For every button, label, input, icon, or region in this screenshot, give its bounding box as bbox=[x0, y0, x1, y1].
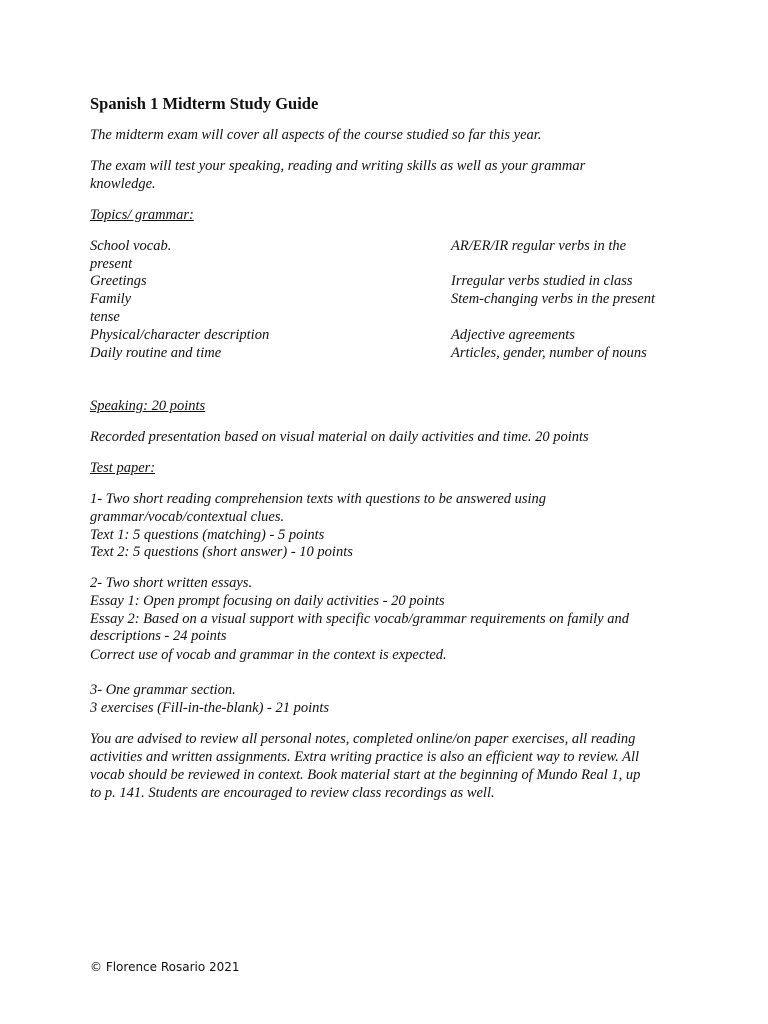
section2-line: Essay 2: Based on a visual support with specific vocab/grammar requirements on family and bbox=[90, 611, 629, 627]
test-paper-heading: Test paper: bbox=[90, 460, 156, 476]
section1-line: grammar/vocab/contextual clues. bbox=[90, 509, 285, 525]
section2-line: Correct use of vocab and grammar in the context is expected. bbox=[90, 647, 447, 663]
topic-right-item: Stem-changing verbs in the present bbox=[451, 291, 656, 307]
intro-line-2a: The exam will test your speaking, reading and writing skills as well as your grammar bbox=[90, 158, 586, 174]
intro-line-1: The midterm exam will cover all aspects of the course studied so far this year. bbox=[90, 127, 542, 143]
advice-line: vocab should be reviewed in context. Book material start at the beginning of Mundo Real 1, up bbox=[90, 767, 641, 783]
topics-heading: Topics/ grammar: bbox=[90, 207, 194, 223]
advice-line: to p. 141. Students are encouraged to review class recordings as well. bbox=[90, 785, 495, 801]
section2-line: descriptions - 24 points bbox=[90, 628, 227, 644]
topic-left-item: School vocab. bbox=[90, 238, 172, 254]
advice-line: You are advised to review all personal notes, completed online/on paper exercises, all reading bbox=[90, 731, 636, 747]
topic-right-item: Articles, gender, number of nouns bbox=[451, 345, 647, 361]
topic-left-item: present bbox=[90, 256, 133, 272]
section1-line: 1- Two short reading comprehension texts with questions to be answered using bbox=[90, 491, 547, 507]
speaking-heading: Speaking: 20 points bbox=[90, 398, 206, 414]
section2-line: 2- Two short written essays. bbox=[90, 575, 253, 591]
topic-right-item: Irregular verbs studied in class bbox=[451, 273, 633, 289]
topic-right-item: Adjective agreements bbox=[451, 327, 575, 343]
speaking-text: Recorded presentation based on visual material on daily activities and time. 20 points bbox=[90, 429, 589, 445]
section3-line: 3 exercises (Fill-in-the-blank) - 21 points bbox=[90, 700, 330, 716]
advice-line: activities and written assignments. Extra writing practice is also an efficient way to review. All bbox=[90, 749, 640, 765]
section2-line: Essay 1: Open prompt focusing on daily activities - 20 points bbox=[90, 593, 445, 609]
topic-left-item: tense bbox=[90, 309, 120, 325]
section3-line: 3- One grammar section. bbox=[90, 682, 236, 698]
copyright-footer: © Florence Rosario 2021 bbox=[90, 960, 240, 974]
topic-right-item: AR/ER/IR regular verbs in the bbox=[451, 238, 627, 254]
topic-left-item: Family bbox=[90, 291, 132, 307]
section1-line: Text 1: 5 questions (matching) - 5 points bbox=[90, 527, 325, 543]
topic-left-item: Daily routine and time bbox=[90, 345, 222, 361]
topic-left-item: Physical/character description bbox=[90, 327, 270, 343]
page-title: Spanish 1 Midterm Study Guide bbox=[90, 94, 319, 113]
section1-line: Text 2: 5 questions (short answer) - 10 points bbox=[90, 544, 353, 560]
intro-line-2b: knowledge. bbox=[90, 176, 156, 192]
topic-left-item: Greetings bbox=[90, 273, 147, 289]
